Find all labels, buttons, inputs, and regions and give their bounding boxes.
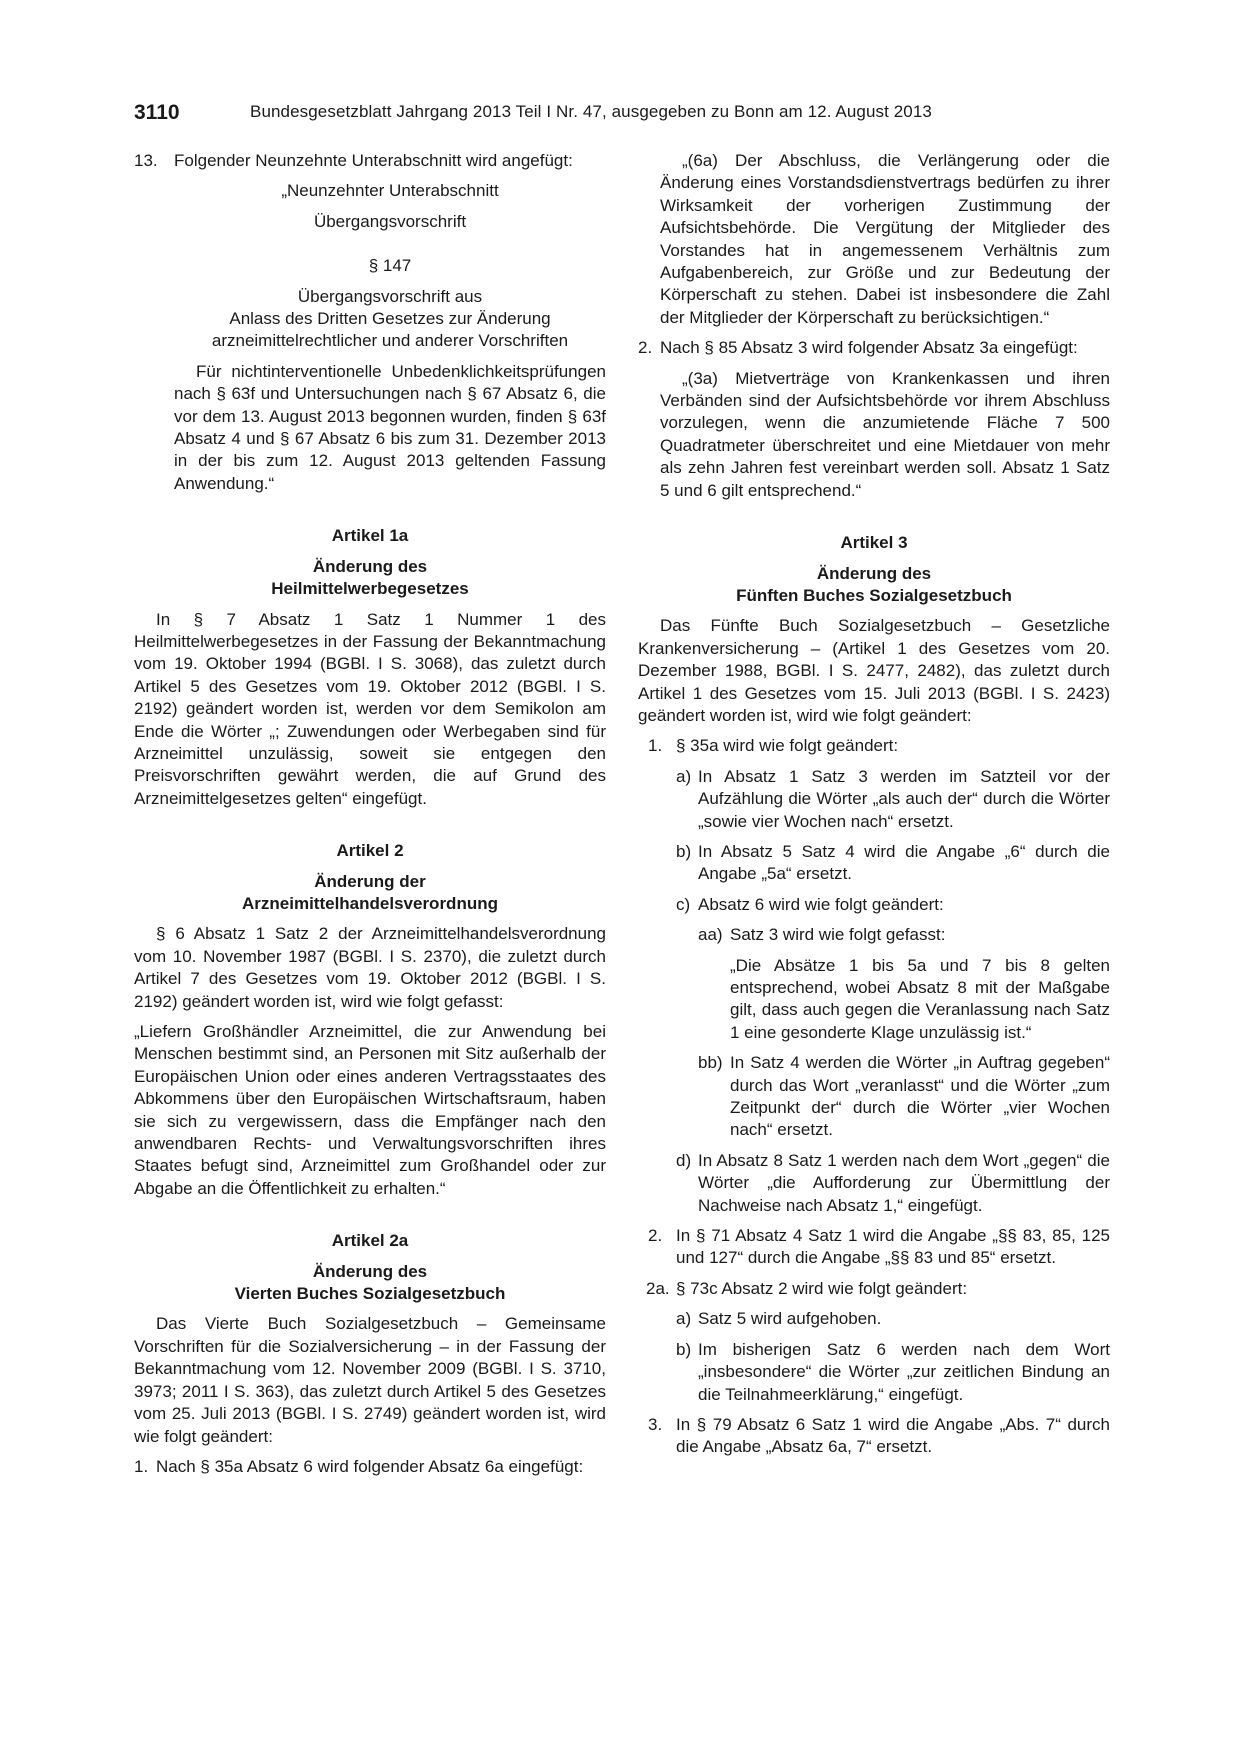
item-label: 1. — [648, 736, 663, 756]
article-title-line: Vierten Buches Sozialgesetzbuch — [234, 1284, 506, 1304]
item-label: c) — [676, 894, 691, 914]
quote-6a: „(6a) Der Abschluss, die Verlängerung oder die Änderung eines Vorstandsdienstvertrags bedürfen zu ihrer Wirksamkeit der vorherigen Zustimmung der Aufsichtsbehörde. Die Vergütung der Mitglieder des Vorstandes hat in angemessenem Verhältnis zum Aufgabenbereich, zur Größe und zur Bedeutung der Körperschaft zu stehen. Dabei ist insbesondere die Zahl der Mitglieder der Körperschaft zu berücksichtigen.“ — [660, 151, 1110, 327]
article-title-line: Änderung der — [314, 871, 426, 891]
item-label: 13. — [134, 151, 158, 170]
article-body: Das Fünfte Buch Sozialgesetzbuch – Gesetzliche Krankenversicherung – (Artikel 1 des Gesetzes vom 20. Dezember 1988, BGBl. I S. 2477, 2482), das zuletzt durch Artikel 1 des Gesetzes vom 15. Juli 2013 (BGBl. I S. 2423) geändert worden ist, wird wie folgt geändert: — [638, 616, 1110, 725]
sub-item-aa — [698, 924, 1110, 946]
article-title-line: Änderung des — [312, 556, 428, 576]
article-body: Das Vierte Buch Sozialgesetzbuch – Gemeinsame Vorschriften für die Sozialversicherung – in der Fassung der Bekanntmachung vom 12. November 2009 (BGBl. I S. 3710, 3973; 2011 I S. 363), das zuletzt durch Artikel 5 des Gesetzes vom 25. Juli 2013 (BGBl. I S. 2749) geändert worden ist, wird wie folgt geändert: — [134, 1314, 606, 1446]
item-text: In § 79 Absatz 6 Satz 1 wird die Angabe „Abs. 7“ durch die Angabe „Absatz 6a, 7“ ersetzt. — [676, 1414, 1110, 1457]
list-item-3 — [648, 1414, 1110, 1459]
paragraph-body: Für nichtinterventionelle Unbedenklichkeitsprüfungen nach § 63f und Untersuchungen nach § 67 Absatz 6, die vor dem 13. August 2013 begonnen wurden, finden § 63f Absatz 4 und § 67 Absatz 6 bis zum 31. Dezember 2013 in der bis zum 12. August 2013 geltenden Fassung Anwendung.“ — [174, 361, 606, 493]
right-column — [638, 150, 1110, 1459]
left-column — [134, 150, 606, 1478]
item-text: Nach § 85 Absatz 3 wird folgender Absatz 3a eingefügt: — [660, 338, 1078, 358]
item-label: 3. — [648, 1414, 663, 1434]
list-item-2 — [648, 1225, 1110, 1270]
list-item-13 — [134, 150, 606, 172]
item-text: Absatz 6 wird wie folgt geändert: — [698, 894, 944, 914]
article-title-line: Arzneimittelhandelsverordnung — [242, 893, 498, 913]
item-text: In Satz 4 werden die Wörter „in Auftrag gegeben“ durch das Wort „veranlasst“ und die Wörter „zum Zeitpunkt der“ durch die Wörter „vier Wochen nach“ ersetzt. — [730, 1053, 1110, 1140]
list-item-2a — [648, 1278, 1110, 1300]
item-text: Folgender Neunzehnte Unterabschnitt wird angefügt: — [174, 151, 573, 170]
page-number: 3110 — [134, 101, 180, 124]
list-item-1 — [134, 1456, 606, 1478]
paragraph-title-line: Übergangsvorschrift aus — [297, 286, 483, 306]
article-body: § 6 Absatz 1 Satz 2 der Arzneimittelhandelsverordnung vom 10. November 1987 (BGBl. I S. 2370), die zuletzt durch Artikel 7 des Gesetzes vom 19. Oktober 2012 (BGBl. I S. 2192) geändert worden ist, wird wie folgt gefasst: — [134, 924, 606, 1011]
item-text: § 35a wird wie folgt geändert: — [676, 736, 899, 756]
paragraph-title-line: arzneimittelrechtlicher und anderer Vorschriften — [211, 331, 569, 351]
item-label: 2. — [638, 338, 653, 358]
item-label: 1. — [134, 1456, 149, 1476]
list-item-1 — [648, 735, 1110, 757]
sub-item-2a-a — [676, 1308, 1110, 1330]
item-text: Satz 3 wird wie folgt gefasst: — [730, 925, 946, 945]
paragraph-number: § 147 — [368, 256, 412, 276]
sub-title: Übergangsvorschrift — [313, 211, 467, 231]
article-heading: Artikel 2a — [331, 1231, 409, 1251]
item-text: In Absatz 1 Satz 3 werden im Satzteil vor der Aufzählung die Wörter „als auch der“ durch die Wörter „sowie vier Wochen nach“ ersetzt. — [698, 766, 1110, 831]
item-text: In Absatz 5 Satz 4 wird die Angabe „6“ durch die Angabe „5a“ ersetzt. — [698, 841, 1110, 884]
article-heading: Artikel 2 — [336, 841, 404, 861]
item-label: b) — [676, 841, 692, 861]
article-title-line: Änderung des — [816, 563, 932, 583]
article-quote: „Liefern Großhändler Arzneimittel, die zur Anwendung bei Menschen bestimmt sind, an Personen mit Sitz außerhalb der Europäischen Union oder eines anderen Vertragsstaates des Abkommens über den Europäischen Wirtschaftsraum, haben sie sich zu vergewissern, dass die Empfänger nach den anwendbaren Rechts- und Verwaltungsvorschriften ihres Staates befugt sind, Arzneimittel zum Großhandel oder zur Abgabe an die Öffentlichkeit zu erhalten.“ — [134, 1022, 606, 1198]
list-item-2 — [638, 337, 1110, 359]
item-label: b) — [676, 1339, 692, 1359]
item-label: aa) — [698, 925, 723, 945]
item-label: 2a. — [646, 1278, 670, 1298]
article-title-line: Fünften Buches Sozialgesetzbuch — [736, 585, 1012, 605]
sub-item-d — [676, 1150, 1110, 1217]
article-body: In § 7 Absatz 1 Satz 1 Nummer 1 des Heilmittelwerbegesetzes in der Fassung der Bekanntmachung vom 19. Oktober 1994 (BGBl. I S. 3068), das zuletzt durch Artikel 5 des Gesetzes vom 19. Oktober 2012 (BGBl. I S. 2192) geändert worden ist, werden vor dem Semikolon am Ende die Wörter „; Zuwendungen oder Werbegaben sind für Arzneimittel unzulässig, soweit sie entgegen den Preisvorschriften gewährt werden, die auf Grund des Arzneimittelgesetzes gelten“ eingefügt. — [134, 609, 606, 808]
sub-item-bb — [698, 1052, 1110, 1142]
item-text: In § 71 Absatz 4 Satz 1 wird die Angabe „§§ 83, 85, 125 und 127“ durch die Angabe „§§ 83 und 85“ ersetzt. — [676, 1226, 1110, 1268]
inserted-section — [134, 180, 606, 495]
item-label: 2. — [648, 1226, 663, 1246]
sub-heading: „Neunzehnter Unterabschnitt — [281, 181, 499, 201]
article-title-line: Änderung des — [312, 1261, 428, 1281]
running-header: Bundesgesetzblatt Jahrgang 2013 Teil I Nr. 47, ausgegeben zu Bonn am 12. August 2013 — [250, 102, 932, 121]
item-text: § 73c Absatz 2 wird wie folgt geändert: — [676, 1278, 968, 1298]
sub-item-aa-quote: „Die Absätze 1 bis 5a und 7 bis 8 gelten entsprechend, wobei Absatz 8 mit der Maßgabe gilt, dass auch gegen die Veranlassung nach Satz 1 eine gesonderte Klage unzulässig ist.“ — [730, 955, 1110, 1042]
item-label: bb) — [698, 1053, 723, 1073]
article-heading: Artikel 1a — [331, 526, 409, 546]
sub-item-2a-b — [676, 1339, 1110, 1406]
sub-item-a — [676, 766, 1110, 833]
item-label: d) — [676, 1150, 692, 1170]
paragraph-title-line: Anlass des Dritten Gesetzes zur Änderung — [229, 309, 551, 329]
article-title-line: Heilmittelwerbegesetzes — [271, 579, 469, 599]
item-text: Im bisherigen Satz 6 werden nach dem Wort „insbesondere“ die Wörter „zur zeitlichen Bindung an die Teilnahmeerklärung,“ eingefügt. — [698, 1339, 1110, 1404]
item-text: Nach § 35a Absatz 6 wird folgender Absatz 6a eingefügt: — [156, 1456, 584, 1476]
sub-item-b — [676, 841, 1110, 886]
item-text: Satz 5 wird aufgehoben. — [698, 1309, 882, 1329]
quote-3a: „(3a) Mietverträge von Krankenkassen und ihren Verbänden sind der Aufsichtsbehörde vor ihrem Abschluss vorzulegen, wenn die anzumietende Fläche 7 500 Quadratmeter überschreitet und eine Mietdauer von mehr als zehn Jahren fest vereinbart werden soll. Absatz 1 Satz 5 und 6 gilt entsprechend.“ — [660, 368, 1110, 500]
article-heading: Artikel 3 — [840, 533, 908, 553]
sub-item-c — [676, 894, 1110, 916]
item-label: a) — [676, 766, 692, 786]
item-text: In Absatz 8 Satz 1 werden nach dem Wort „gegen“ die Wörter „die Aufforderung zur Übermittlung der Nachweise nach Absatz 1,“ eingefügt. — [698, 1150, 1110, 1215]
item-label: a) — [676, 1309, 692, 1329]
